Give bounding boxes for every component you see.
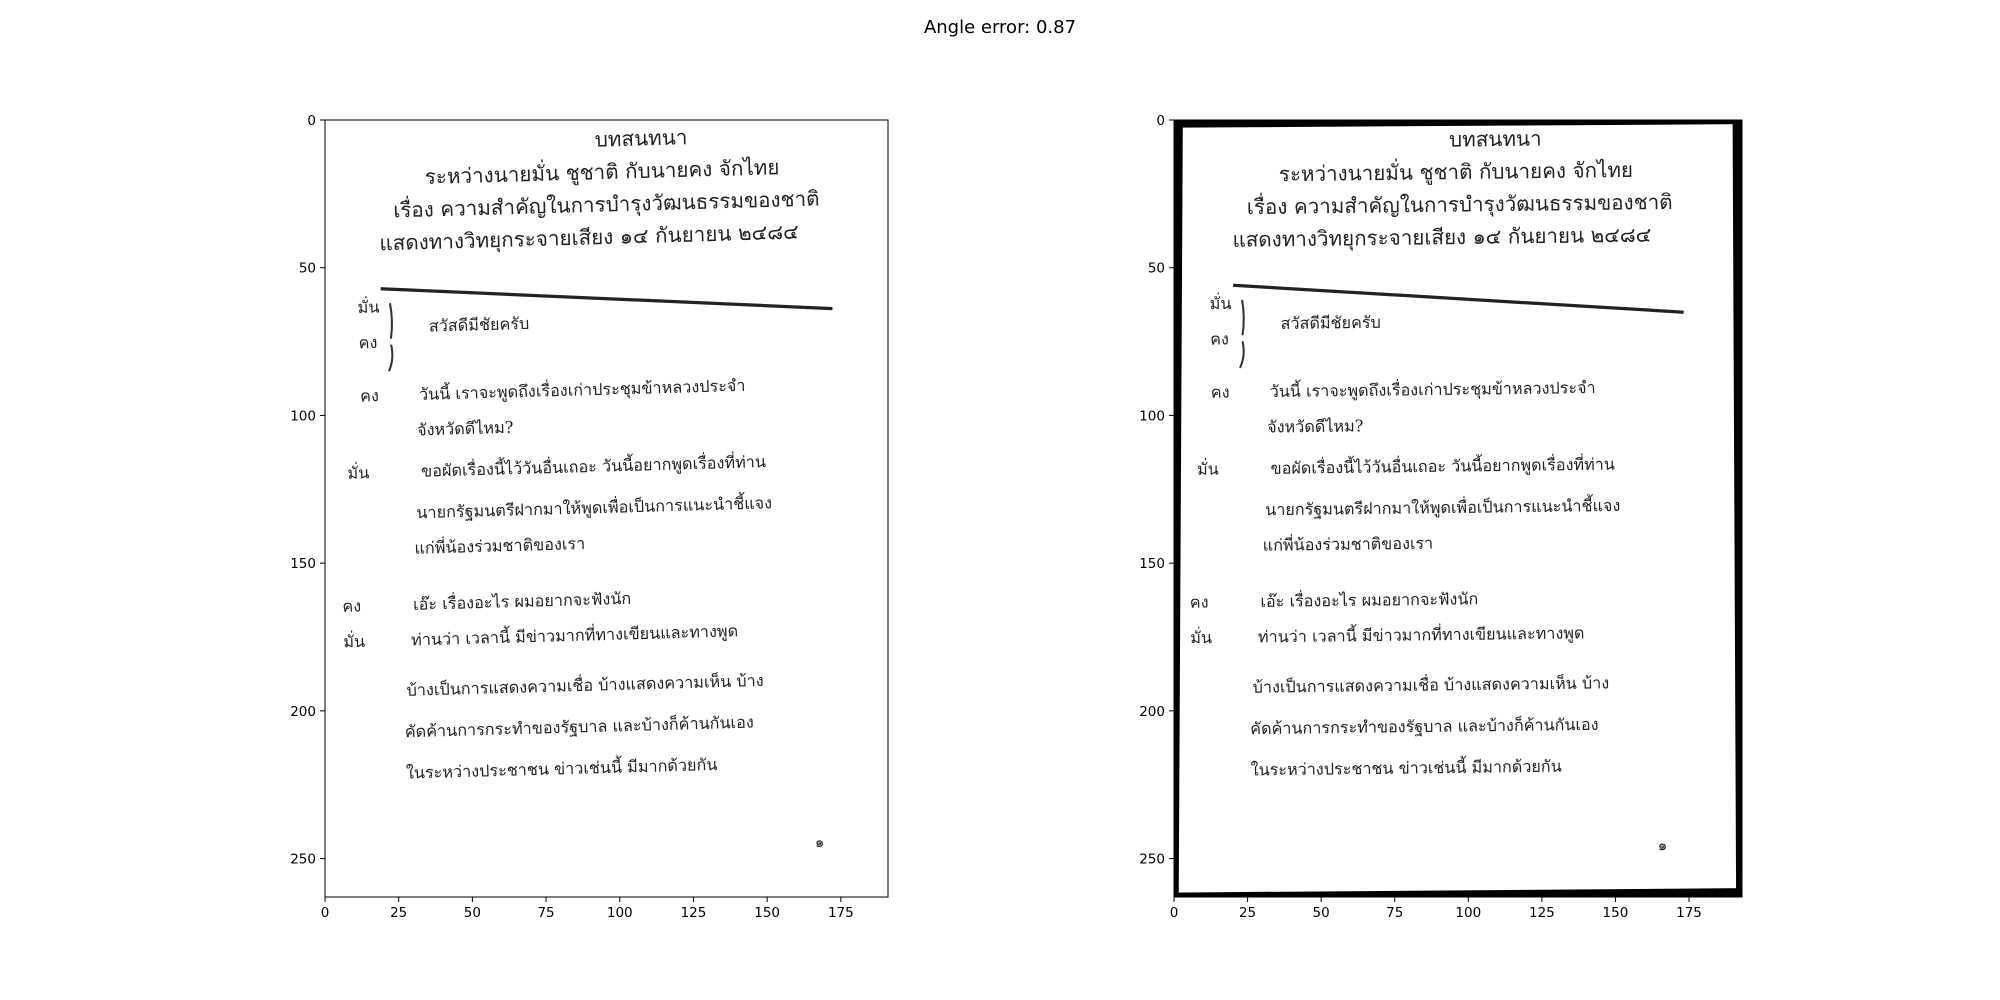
document-text-line: ระหว่างนายมั่น ชูชาติ กับนายคง จักไทย	[424, 155, 780, 190]
x-tick-label: 50	[1312, 905, 1330, 921]
document-text-line: คง	[358, 332, 378, 353]
x-tick-label: 25	[390, 905, 408, 921]
document-text-line: คัดค้านการกระทำของรัฐบาล และบ้างก็ค้านกันเอง	[1250, 714, 1599, 739]
x-tick-label: 125	[680, 905, 707, 921]
document-text-line: บ้างเป็นการแสดงความเชื่อ บ้างแสดงความเห็น บ้าง	[1252, 673, 1610, 697]
document-text-line: ๑	[1657, 837, 1668, 855]
x-tick-label: 100	[1455, 905, 1482, 921]
y-tick-label: 50	[1147, 260, 1165, 277]
x-tick-label: 150	[1602, 905, 1629, 921]
original-document-image	[325, 120, 888, 897]
document-text-line: มั่น	[343, 631, 366, 652]
document-text-line: วันนี้ เราจะพูดถึงเรื่องเก่าประชุมข้าหลวงประจำ	[418, 375, 746, 404]
document-text-line: มั่น	[347, 463, 370, 483]
document-text-line: บทสนทนา	[594, 125, 688, 152]
x-tick-label: 150	[754, 905, 781, 921]
document-text-line: ระหว่างนายมั่น ชูชาติ กับนายคง จักไทย	[1278, 157, 1634, 187]
y-tick-label: 200	[1139, 703, 1165, 720]
document-text-line: นายกรัฐมนตรีฝากมาให้พูดเพื่อเป็นการแนะนำชี้แจง	[1265, 495, 1621, 520]
document-text-line: จังหวัดดีไหม?	[416, 417, 514, 440]
x-tick-label: 0	[320, 905, 330, 921]
document-text-line: เอ๊ะ เรื่องอะไร ผมอยากจะฟังนัก	[412, 588, 632, 614]
panel-corrected	[1139, 113, 1742, 921]
document-text-line: คัดค้านการกระทำของรัฐบาล และบ้างก็ค้านกันเอง	[404, 712, 754, 742]
panel-original	[290, 113, 888, 921]
document-text-line: มั่น	[1190, 627, 1213, 648]
x-tick-label: 125	[1528, 905, 1555, 921]
y-tick-label: 100	[290, 408, 316, 425]
document-text-line: นายกรัฐมนตรีฝากมาให้พูดเพื่อเป็นการแนะนำชี้แจง	[416, 493, 773, 523]
y-tick-label: 200	[290, 703, 316, 720]
document-text-line: คง	[359, 386, 380, 406]
x-tick-label: 75	[1386, 905, 1404, 921]
document-text-line: ๑	[814, 833, 825, 851]
document-text-line: คง	[1210, 382, 1230, 402]
document-text-line: สวัสดีมีชัยครับ	[428, 313, 530, 336]
document-text-line: สวัสดีมีชัยครับ	[1280, 312, 1381, 333]
y-tick-label: 0	[307, 113, 316, 129]
document-text-line: บทสนทนา	[1448, 126, 1542, 152]
y-tick-label: 0	[1156, 113, 1165, 129]
document-text-line: เรื่อง ความสำคัญในการบำรุงวัฒนธรรมของชาติ	[1246, 189, 1673, 220]
y-tick-label: 100	[1139, 408, 1165, 425]
y-tick-label: 250	[1139, 851, 1165, 868]
y-tick-label: 250	[290, 851, 316, 868]
document-text-line: บ้างเป็นการแสดงความเชื่อ บ้างแสดงความเห็น บ้าง	[406, 670, 764, 700]
x-tick-label: 75	[537, 905, 555, 921]
corrected-document-image	[1174, 120, 1742, 897]
document-text-line: ท่านว่า เวลานี้ มีข่าวมากที่ทางเขียนและทางพูด	[1257, 623, 1585, 647]
y-tick-label: 150	[290, 556, 316, 573]
document-text-line: เอ๊ะ เรื่องอะไร ผมอยากจะฟังนัก	[1260, 589, 1479, 611]
x-tick-label: 100	[606, 905, 633, 921]
figure-suptitle: Angle error: 0.87	[923, 17, 1077, 38]
document-text-line: ท่านว่า เวลานี้ มีข่าวมากที่ทางเขียนและทางพูด	[410, 621, 739, 650]
document-text-line: คง	[1189, 592, 1209, 612]
x-tick-label: 25	[1238, 905, 1257, 921]
document-text-line: แก่พี่น้องร่วมชาติของเรา	[1262, 533, 1434, 555]
document-text-line: คง	[342, 596, 362, 616]
x-tick-label: 50	[463, 905, 481, 921]
document-text-line: ขอผัดเรื่องนี้ไว้วันอื่นเถอะ วันนี้อยากพูดเรื่องที่ท่าน	[1270, 454, 1616, 478]
document-text-line: แสดงทางวิทยุกระจายเสียง ๑๔ กันยายน ๒๔๘๔	[1232, 222, 1652, 252]
document-text-line: วันนี้ เราจะพูดถึงเรื่องเก่าประชุมข้าหลวงประจำ	[1269, 378, 1596, 402]
document-text-line: ในระหว่างประชาชน ข่าวเช่นนี้ มีมากด้วยกัน	[405, 754, 718, 783]
document-text-line: คง	[1210, 329, 1230, 349]
y-tick-label: 50	[298, 260, 316, 277]
document-text-line: เรื่อง ความสำคัญในการบำรุงวัฒนธรรมของชาติ	[392, 186, 820, 223]
document-text-line: จังหวัดดีไหม?	[1267, 416, 1364, 437]
document-text-line: ขอผัดเรื่องนี้ไว้วันอื่นเถอะ วันนี้อยากพูดเรื่องที่ท่าน	[420, 452, 767, 481]
document-text-line: มั่น	[357, 297, 380, 318]
document-text-line: มั่น	[1209, 293, 1232, 314]
y-tick-label: 150	[1139, 556, 1165, 573]
document-text-line: แสดงทางวิทยุกระจายเสียง ๑๔ กันยายน ๒๔๘๔	[379, 219, 800, 256]
x-tick-label: 175	[827, 905, 854, 921]
x-tick-label: 175	[1676, 905, 1702, 921]
document-text-line: แก่พี่น้องร่วมชาติของเรา	[414, 533, 586, 558]
document-text-line: มั่น	[1196, 459, 1219, 479]
document-text-line: ในระหว่างประชาชน ข่าวเช่นนี้ มีมากด้วยกัน	[1250, 756, 1562, 780]
x-tick-label: 0	[1169, 905, 1179, 921]
